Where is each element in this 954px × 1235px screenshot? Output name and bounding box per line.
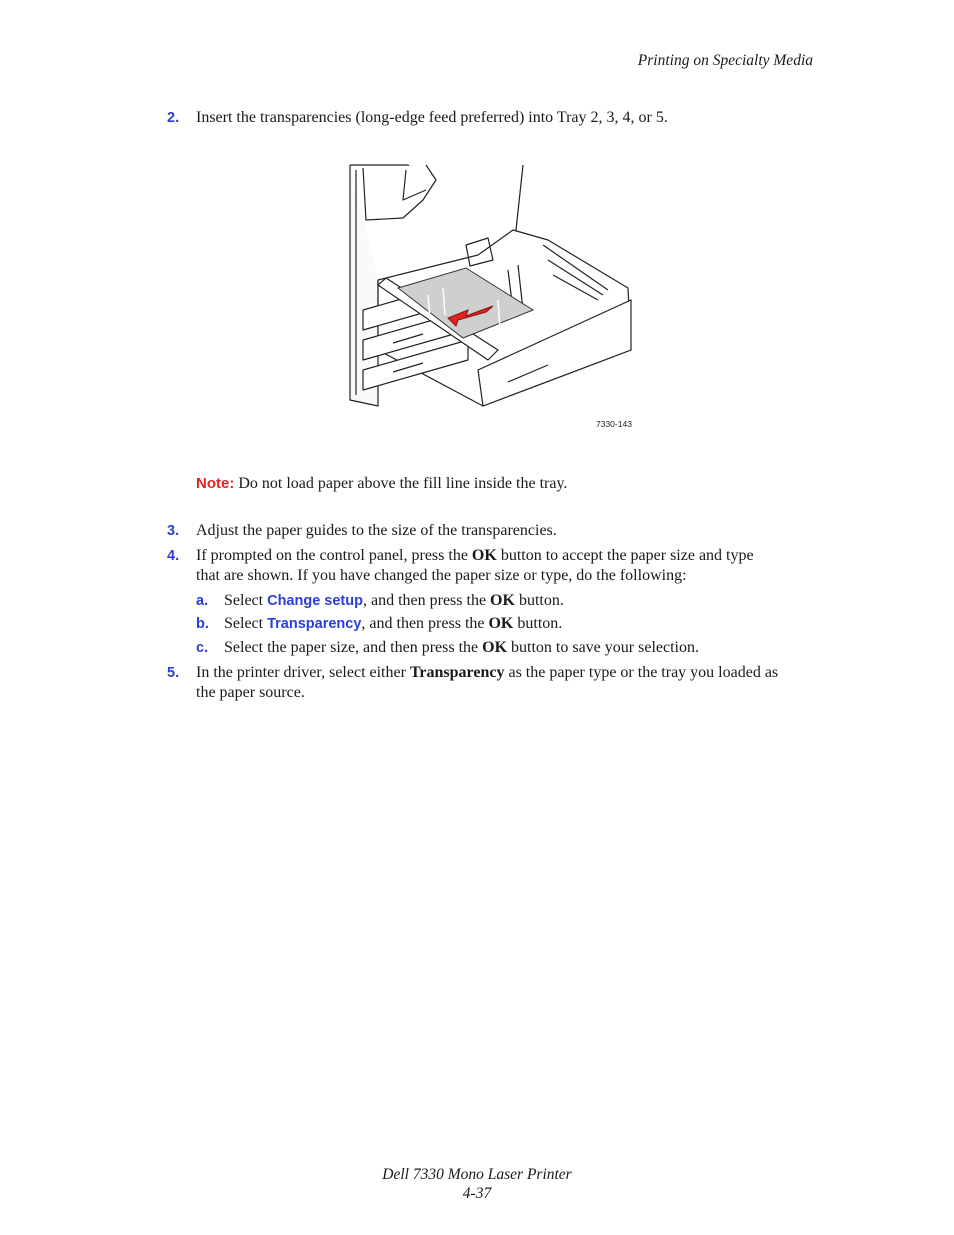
ok-button-term: OK (482, 639, 508, 656)
footer-product: Dell 7330 Mono Laser Printer (382, 1166, 572, 1183)
step-4-post: button to accept the paper size and type (496, 547, 754, 564)
step-4-number: 4. (167, 548, 180, 564)
step-5-line-2: the paper source. (196, 684, 305, 701)
note-text: Do not load paper above the fill line inside the tray. (238, 475, 568, 492)
step-5-text (196, 663, 816, 703)
step-5-number: 5. (167, 665, 180, 681)
step-2-number: 2. (167, 110, 180, 126)
step-5-pre: In the printer driver, select either (196, 664, 410, 681)
step-4a-post: button. (514, 592, 564, 609)
note-label: Note: (196, 475, 235, 492)
step-4-pre: If prompted on the control panel, press the (196, 547, 472, 564)
ok-button-term: OK (488, 615, 514, 632)
footer-page-number: 4-37 (462, 1185, 492, 1202)
step-2-text: Insert the transparencies (long-edge feed preferred) into Tray 2, 3, 4, or 5. (196, 109, 668, 126)
transparency-bold-term: Transparency (409, 664, 505, 681)
printer-tray-drawing (348, 160, 638, 410)
step-4a-number: a. (196, 593, 209, 609)
step-4b-number: b. (196, 616, 209, 632)
step-4-text (196, 546, 816, 586)
step-4-line-2: that are shown. If you have changed the paper size or type, do the following: (196, 567, 687, 584)
step-4b-post: button. (513, 615, 563, 632)
step-4c-number: c. (196, 640, 209, 656)
step-4c-text (224, 638, 699, 658)
step-4b-pre: Select (224, 615, 268, 632)
transparency-term: Transparency (267, 616, 362, 632)
step-3-number: 3. (167, 523, 180, 539)
step-3-text: Adjust the paper guides to the size of the transparencies. (196, 522, 557, 539)
ok-button-term: OK (471, 547, 497, 564)
step-4b-mid: , and then press the (361, 615, 489, 632)
step-4c-post: button to save your selection. (507, 639, 699, 656)
running-header: Printing on Specialty Media (637, 52, 813, 69)
step-5-post: as the paper type or the tray you loaded as (504, 664, 779, 681)
change-setup-term: Change setup (267, 593, 363, 609)
step-4-line-1 (196, 546, 816, 566)
step-5-line-1 (196, 663, 816, 683)
ok-button-term: OK (490, 592, 515, 609)
note (196, 474, 567, 494)
step-4b-text (224, 614, 562, 634)
step-4a-text (224, 591, 564, 611)
step-4c-pre: Select the paper size, and then press the (224, 639, 483, 656)
step-4a-mid: , and then press the (362, 592, 491, 609)
step-4a-pre: Select (224, 592, 268, 609)
tray-illustration (348, 160, 638, 410)
footer (0, 1165, 954, 1203)
figure-code: 7330-143 (596, 419, 632, 429)
